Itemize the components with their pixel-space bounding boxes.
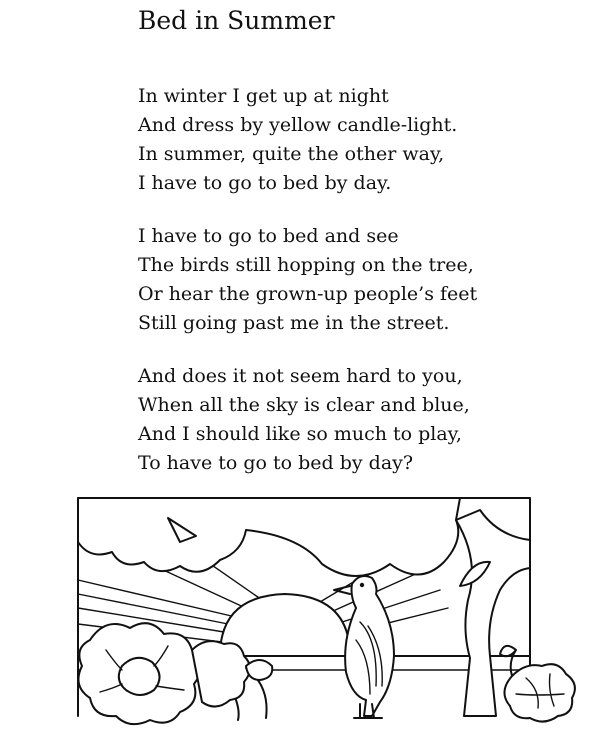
illustration-svg bbox=[60, 490, 600, 730]
stanza bbox=[138, 82, 457, 198]
stanza bbox=[138, 362, 470, 478]
poem-line: The birds still hopping on the tree, bbox=[138, 254, 474, 276]
poem-line: And I should like so much to play, bbox=[138, 423, 462, 445]
poem-line: Still going past me in the street. bbox=[138, 312, 450, 334]
poem-line: And dress by yellow candle-light. bbox=[138, 114, 458, 136]
poem-line: In summer, quite the other way, bbox=[138, 143, 445, 165]
poem-title: Bed in Summer bbox=[138, 6, 335, 35]
illustration bbox=[60, 490, 600, 730]
poem-line: Or hear the grown-up people’s feet bbox=[138, 283, 478, 305]
poem-line: In winter I get up at night bbox=[138, 85, 389, 107]
flower-icon bbox=[500, 646, 575, 722]
poem-line: To have to go to bed by day? bbox=[138, 452, 414, 474]
poem-line: I have to go to bed by day. bbox=[138, 172, 392, 194]
poem-line: When all the sky is clear and blue, bbox=[138, 394, 470, 416]
cloud-icon bbox=[78, 498, 460, 576]
stanza bbox=[138, 222, 477, 338]
poem-line: I have to go to bed and see bbox=[138, 225, 399, 247]
poem-line: And does it not seem hard to you, bbox=[138, 365, 463, 387]
